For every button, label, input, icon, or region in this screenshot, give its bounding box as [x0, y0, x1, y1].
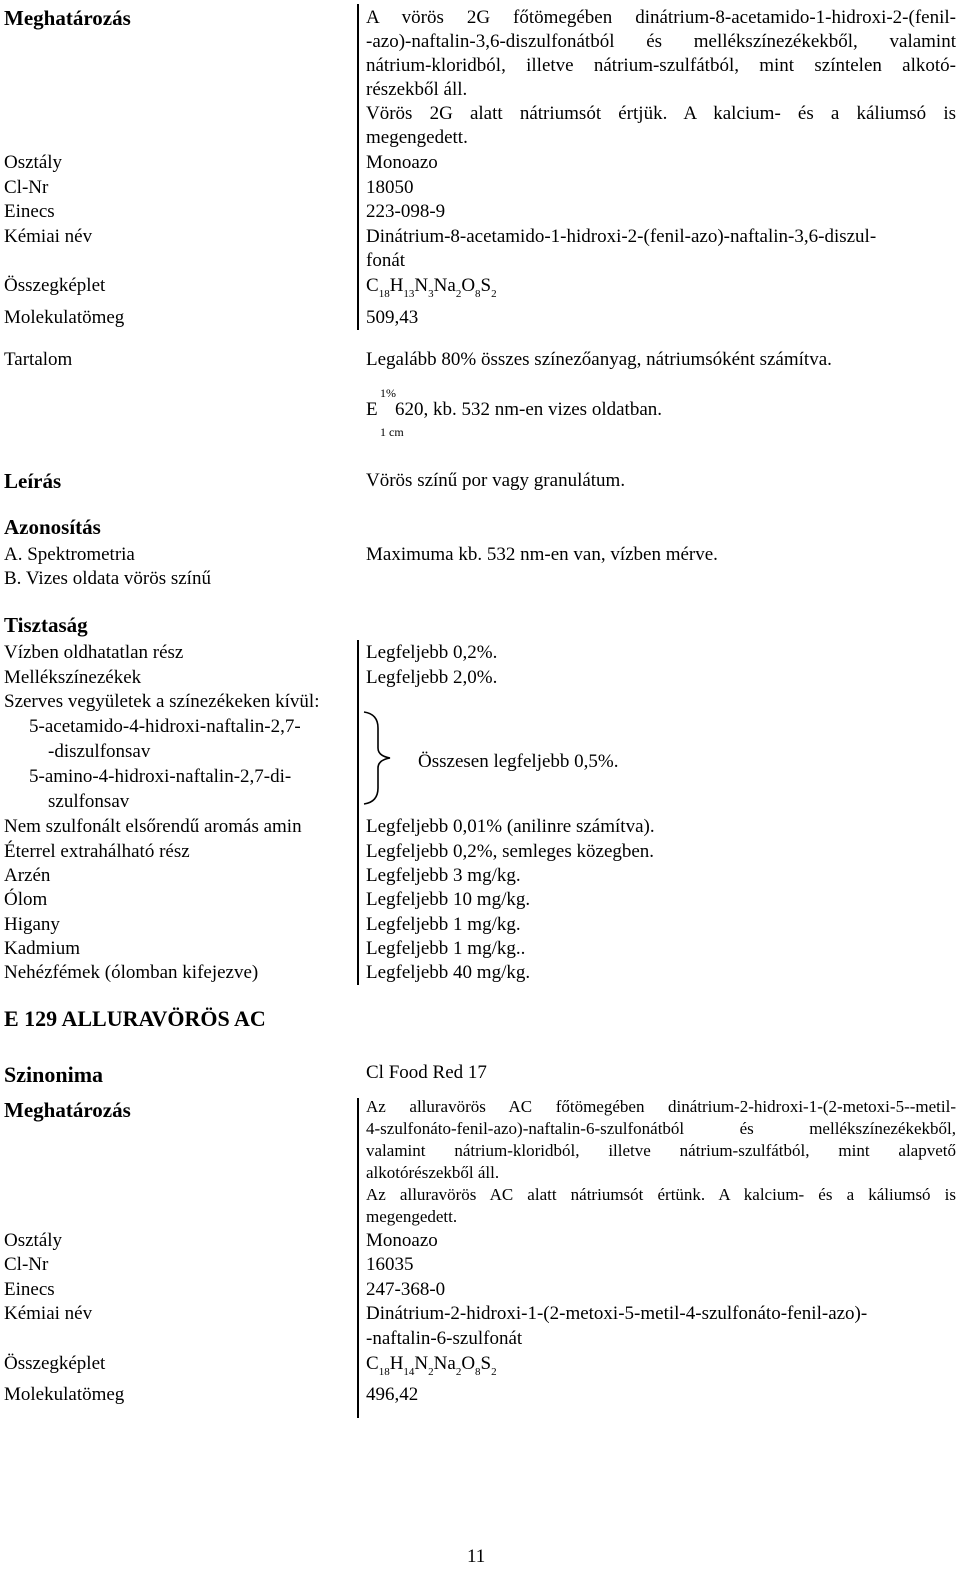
spektrometria-value: Maximuma kb. 532 nm-en van, vízben mérve. [366, 544, 718, 565]
formula-element: N [414, 1353, 429, 1374]
meghatarozas-line: A vörös 2G főtömegében dinátrium-8-acetamido-1-hidroxi-2-(fenil- [366, 7, 956, 28]
formula-count: 2 [491, 288, 497, 300]
osztaly-value-2: Monoazo [366, 1230, 438, 1251]
kemiai-nev-label-2: Kémiai név [4, 1303, 93, 1324]
section-title: E 129 ALLURAVÖRÖS AC [4, 1006, 266, 1031]
osszegkeplet-label-2: Összegképlet [4, 1353, 106, 1374]
szinonima-value: Cl Food Red 17 [366, 1062, 487, 1083]
meghatarozas-line: Az alluravörös AC alatt nátriumsót értünk. A kalcium- és a káliumsó is [366, 1185, 956, 1204]
kemiai-nev-value: Dinátrium-8-acetamido-1-hidroxi-2-(fenil-azo)-naftalin-3,6-diszul- [366, 226, 877, 247]
purity-label: Nehézfémek (ólomban kifejezve) [4, 962, 259, 983]
spektrometria-label: A. Spektrometria [4, 544, 135, 565]
osztaly-value: Monoazo [366, 152, 438, 173]
extinction-superscript: 1% [380, 386, 396, 400]
kemiai-nev-value: fonát [366, 250, 406, 271]
formula-element: C [366, 275, 379, 296]
formula-count: 18 [378, 288, 390, 300]
kemiai-nev-value-2: Dinátrium-2-hidroxi-1-(2-metoxi-5-metil-4-szulfonáto-fenil-azo)- [366, 1303, 868, 1324]
meghatarozas-line: 4-szulfonáto-fenil-azo)-naftalin-6-szulfonátból és mellékszínezékekből, [366, 1119, 956, 1138]
kemiai-nev-value-2: -naftalin-6-szulfonát [366, 1328, 523, 1349]
einecs-value-2: 247-368-0 [366, 1279, 446, 1300]
szerves-value: Összesen legfeljebb 0,5%. [418, 751, 619, 772]
formula-element: O [461, 275, 476, 296]
formula-element: C [366, 1353, 379, 1374]
formula-count: 2 [455, 1366, 462, 1378]
osszegkeplet-formula [366, 274, 497, 306]
meghatarozas-line: Az alluravörös AC főtömegében dinátrium-2-hidroxi-1-(2-metoxi-5--metil- [366, 1097, 956, 1116]
purity-value: Legfeljebb 1 mg/kg.. [366, 938, 526, 959]
leiras-label: Leírás [4, 469, 62, 493]
osztaly-label-2: Osztály [4, 1230, 63, 1251]
molekulatomeg-value-2: 496,42 [366, 1384, 419, 1405]
leiras-value: Vörös színű por vagy granulátum. [366, 470, 626, 491]
einecs-value: 223-098-9 [366, 201, 446, 222]
osszegkeplet-formula-2 [366, 1352, 497, 1384]
meghatarozas-line: megengedett. [366, 127, 468, 148]
meghatarozas-line: nátrium-kloridból, illetve nátrium-szulfátból, mint színtelen alkotó- [366, 55, 956, 76]
column-divider-1 [357, 4, 359, 330]
cinr-label-2: Cl-Nr [4, 1254, 49, 1275]
szerves-item: 5-acetamido-4-hidroxi-naftalin-2,7- [29, 716, 301, 737]
formula-element: H [389, 1353, 404, 1374]
einecs-label: Einecs [4, 201, 55, 222]
purity-value: Legfeljebb 1 mg/kg. [366, 914, 521, 935]
meghatarozas-line: Vörös 2G alatt nátriumsót értjük. A kalcium- és a káliumsó is [366, 103, 956, 124]
szerves-vegyuletek-label: Szerves vegyületek a színezékeken kívül: [4, 691, 320, 712]
osszegkeplet-label: Összegképlet [4, 275, 106, 296]
purity-label: Higany [4, 914, 60, 935]
meghatarozas-label: Meghatározás [4, 6, 131, 30]
molekulatomeg-value: 509,43 [366, 307, 419, 328]
page-number: 11 [467, 1546, 486, 1567]
formula-count: 14 [403, 1366, 415, 1378]
tartalom-value: Legalább 80% összes színezőanyag, nátriumsóként számítva. [366, 349, 832, 370]
formula-element: Na [433, 1353, 456, 1374]
molekulatomeg-label-2: Molekulatömeg [4, 1384, 125, 1405]
purity-label: Éterrel extrahálható rész [4, 841, 190, 862]
purity-label: Kadmium [4, 938, 80, 959]
purity-label: Vízben oldhatatlan rész [4, 642, 184, 663]
purity-label: Arzén [4, 865, 51, 886]
column-divider-3 [357, 1098, 359, 1418]
formula-count: 8 [475, 1366, 481, 1378]
formula-element: H [389, 275, 404, 296]
szerves-item: szulfonsav [48, 791, 130, 812]
formula-element: S [480, 275, 492, 296]
szerves-item: 5-amino-4-hidroxi-naftalin-2,7-di- [29, 766, 292, 787]
formula-element: N [414, 275, 429, 296]
formula-count: 8 [475, 288, 481, 300]
tisztasag-label: Tisztaság [4, 613, 88, 637]
meghatarozas-line: -azo)-naftalin-3,6-diszulfonátból és mellékszínezékekből, valamint [366, 31, 956, 52]
extinction-symbol: E [366, 399, 378, 420]
meghatarozas-line: valamint nátrium-kloridból, illetve nátrium-szulfátból, mint alapvető [366, 1141, 956, 1160]
meghatarozas-line: alkotórészekből áll. [366, 1163, 500, 1182]
formula-element: S [480, 1353, 492, 1374]
purity-value: Legfeljebb 0,2%. [366, 642, 498, 663]
formula-count: 18 [378, 1366, 390, 1378]
purity-value: Legfeljebb 40 mg/kg. [366, 962, 531, 983]
extinction-subscript: 1 cm [380, 425, 404, 439]
formula-element: O [461, 1353, 476, 1374]
szerves-item: -diszulfonsav [48, 741, 151, 762]
formula-element: Na [433, 275, 456, 296]
szinonima-label: Szinonima [4, 1062, 104, 1087]
einecs-label-2: Einecs [4, 1279, 55, 1300]
molekulatomeg-label: Molekulatömeg [4, 307, 125, 328]
formula-count: 2 [455, 288, 462, 300]
formula-count: 2 [428, 1366, 434, 1378]
purity-label: Mellékszínezékek [4, 667, 142, 688]
kemiai-nev-label: Kémiai név [4, 226, 93, 247]
purity-value: Legfeljebb 3 mg/kg. [366, 865, 521, 886]
azonositas-label: Azonosítás [4, 515, 101, 539]
purity-label: Ólom [4, 889, 48, 910]
purity-value: Legfeljebb 2,0%. [366, 667, 498, 688]
formula-count: 13 [403, 288, 415, 300]
column-divider-2 [357, 640, 359, 985]
cinr-value: 18050 [366, 177, 414, 198]
purity-value: Legfeljebb 10 mg/kg. [366, 889, 531, 910]
purity-label: Nem szulfonált elsőrendű aromás amin [4, 816, 302, 837]
formula-count: 3 [428, 288, 434, 300]
purity-value: Legfeljebb 0,01% (anilinre számítva). [366, 816, 655, 837]
meghatarozas-line: részekből áll. [366, 79, 468, 100]
purity-value: Legfeljebb 0,2%, semleges közegben. [366, 841, 655, 862]
curly-brace-icon [362, 710, 396, 806]
vizes-oldat-label: B. Vizes oldata vörös színű [4, 568, 211, 589]
cinr-label: Cl-Nr [4, 177, 49, 198]
tartalom-label: Tartalom [4, 349, 73, 370]
formula-count: 2 [491, 1366, 497, 1378]
meghatarozas-label-2: Meghatározás [4, 1098, 131, 1122]
extinction-value: 620, kb. 532 nm-en vizes oldatban. [395, 399, 663, 420]
meghatarozas-line: megengedett. [366, 1207, 458, 1226]
osztaly-label: Osztály [4, 152, 63, 173]
cinr-value-2: 16035 [366, 1254, 414, 1275]
